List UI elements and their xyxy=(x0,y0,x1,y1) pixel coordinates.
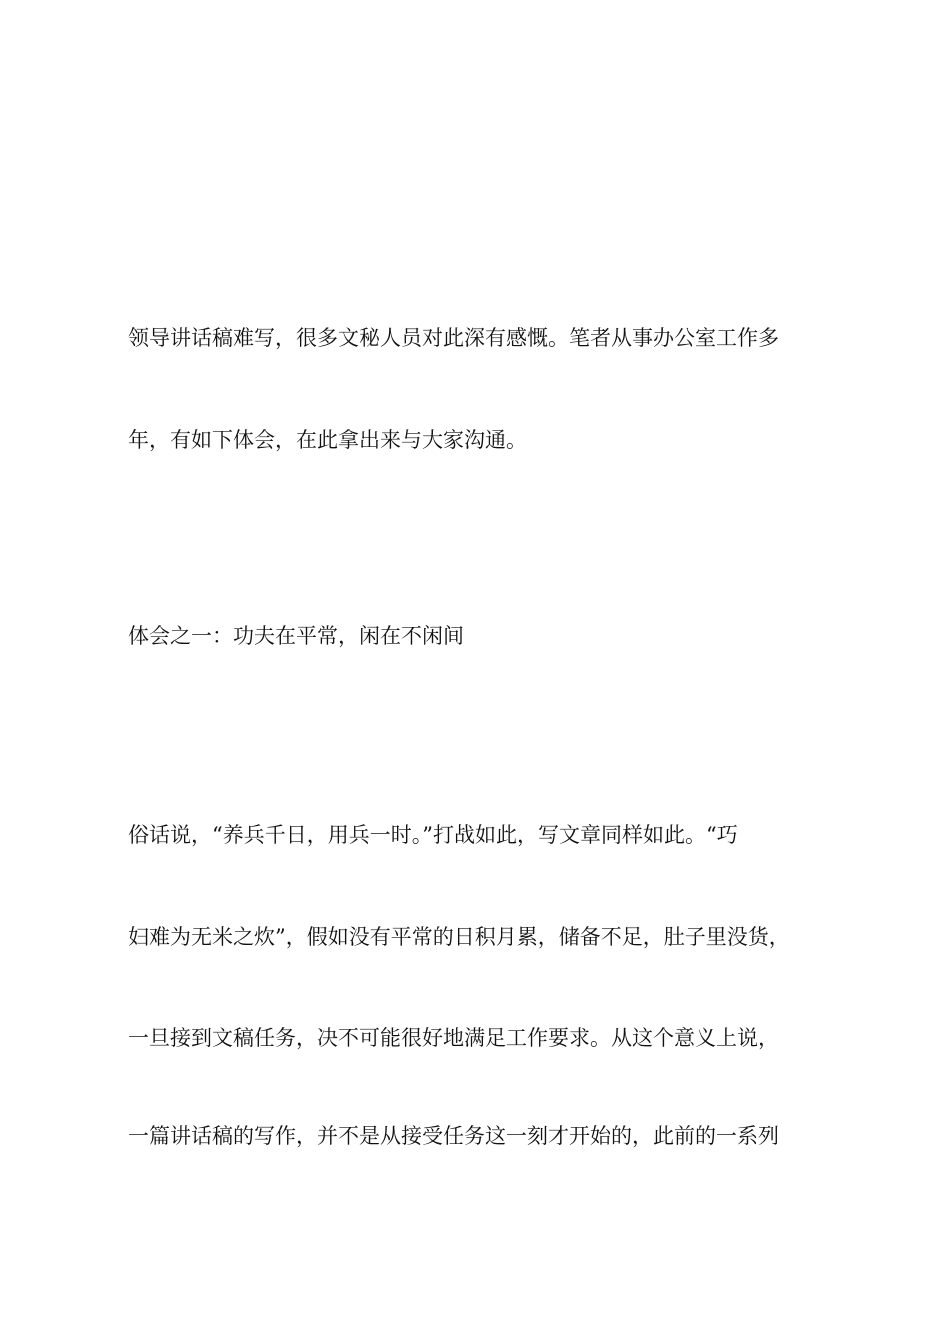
body-line-4: 一篇讲话稿的写作，并不是从接受任务这一刻才开始的，此前的一系列 xyxy=(128,1124,779,1148)
body-line-2: 妇难为无米之炊”，假如没有平常的日积月累，储备不足，肚子里没货， xyxy=(128,925,790,949)
section-heading: 体会之一：功夫在平常，闲在不闲间 xyxy=(128,624,464,648)
intro-line-2: 年，有如下体会，在此拿出来与大家沟通。 xyxy=(128,428,527,452)
intro-line-1: 领导讲话稿难写，很多文秘人员对此深有感慨。笔者从事办公室工作多 xyxy=(128,326,779,350)
body-line-3: 一旦接到文稿任务，决不可能很好地满足工作要求。从这个意义上说， xyxy=(128,1026,779,1050)
body-line-1: 俗话说，“养兵千日，用兵一时。”打战如此，写文章同样如此。“巧 xyxy=(128,823,738,847)
